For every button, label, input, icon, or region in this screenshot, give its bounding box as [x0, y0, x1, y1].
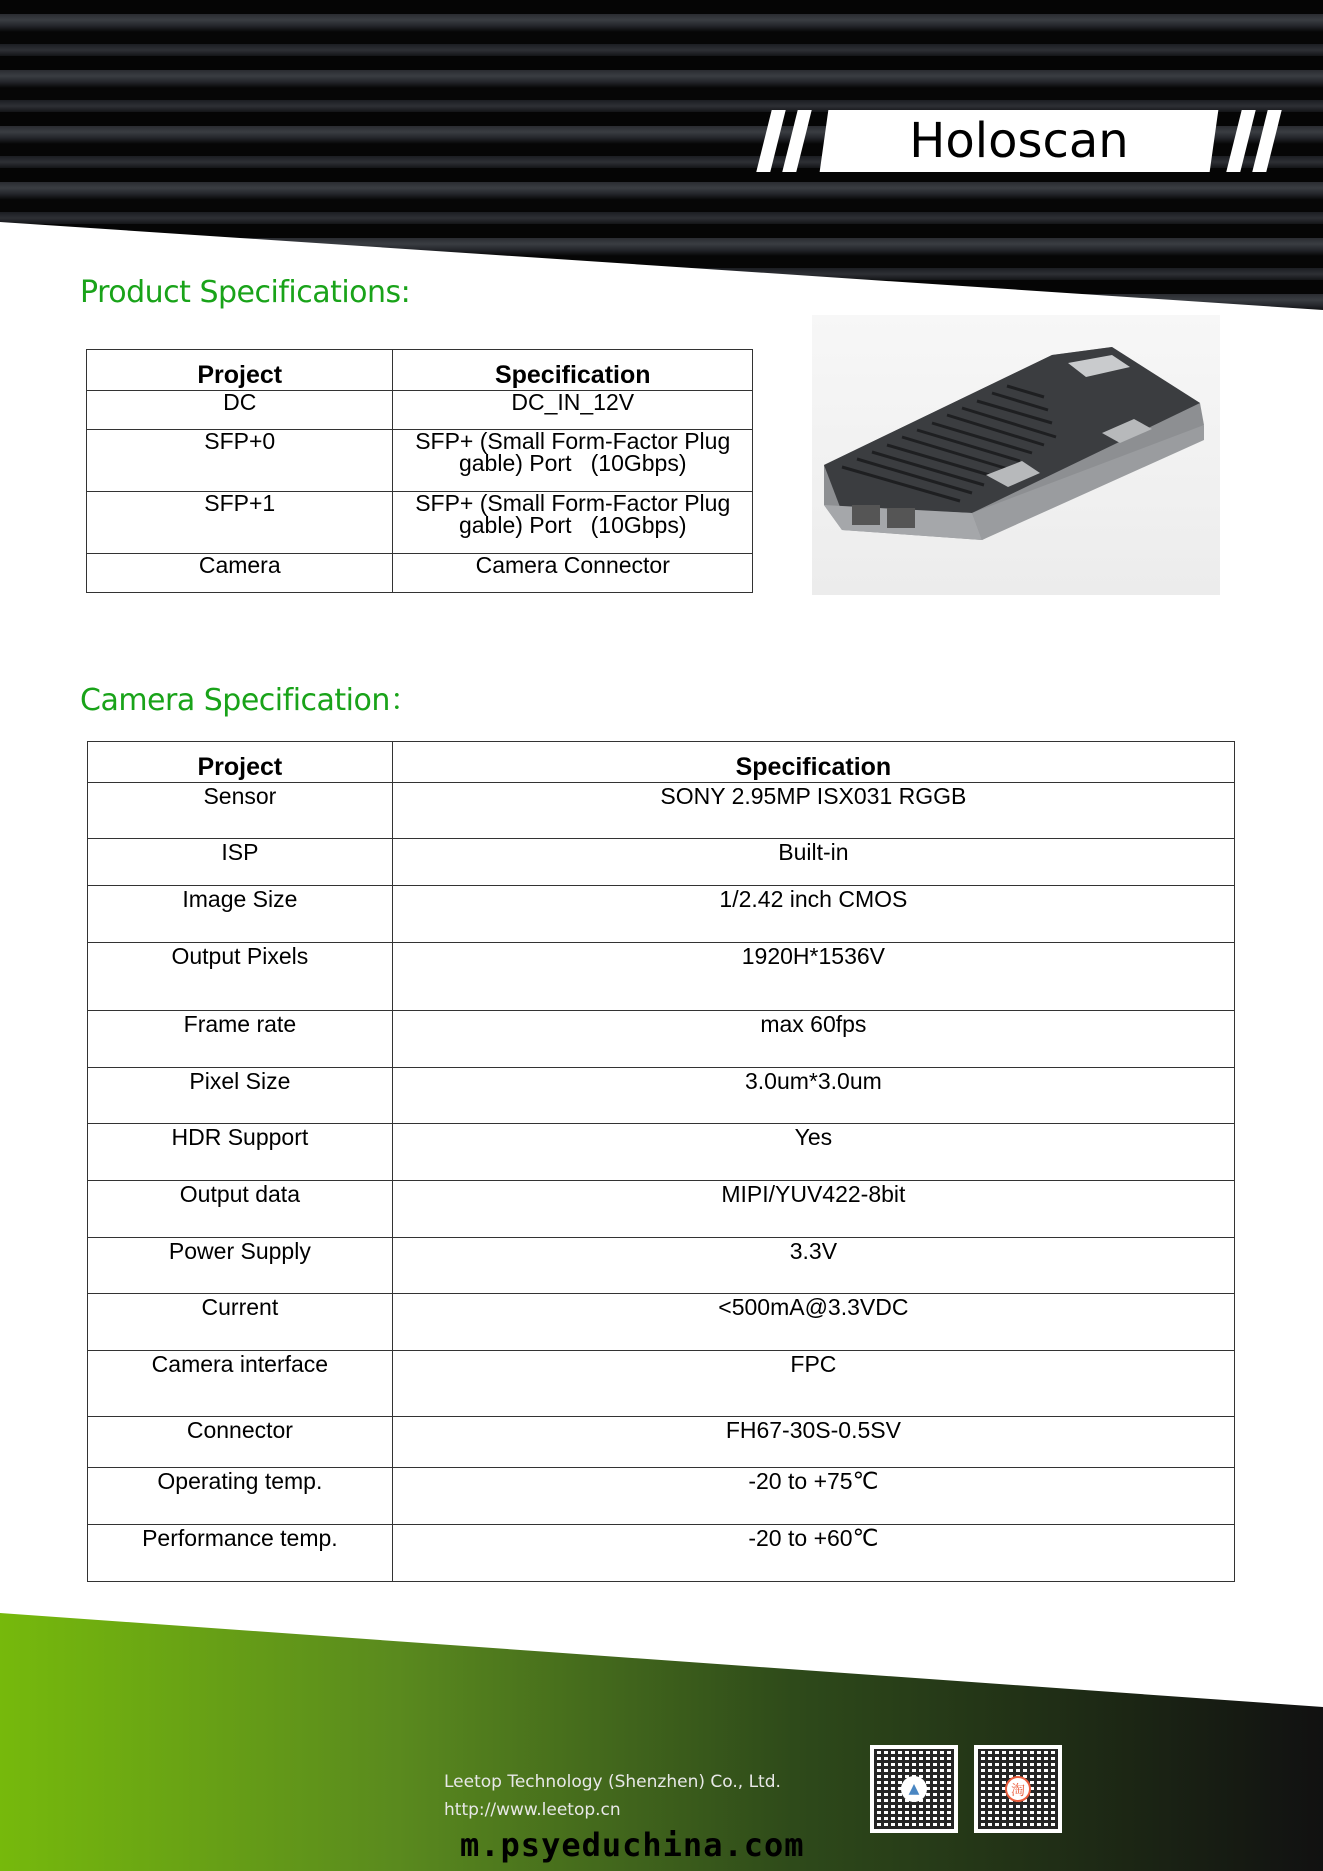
spec-cell: -20 to +60℃: [392, 1525, 1234, 1582]
spec-line: SFP+ (Small Form-Factor Plug: [415, 490, 731, 516]
stripe-decoration: [782, 110, 811, 172]
project-cell: Power Supply: [88, 1238, 393, 1294]
camera-specs-title: Camera Specification：: [80, 683, 420, 718]
project-cell: SFP+1: [87, 492, 393, 554]
spec-cell: FPC: [392, 1351, 1234, 1417]
spec-cell: DC_IN_12V: [393, 391, 753, 430]
product-image: [812, 315, 1220, 595]
table-row: [88, 1468, 1235, 1525]
spec-cell: MIPI/YUV422-8bit: [392, 1181, 1234, 1238]
table-row: [88, 1417, 1235, 1468]
qr-code-taobao[interactable]: [974, 1745, 1062, 1833]
spec-line: gable) Port (10Gbps): [458, 512, 687, 538]
device-render-icon: [812, 315, 1220, 595]
spec-cell: FH67-30S-0.5SV: [392, 1417, 1234, 1468]
project-cell: Operating temp.: [88, 1468, 393, 1525]
project-cell: Connector: [88, 1417, 393, 1468]
watermark-text: m.psyeduchina.com: [460, 1826, 805, 1864]
spec-cell: 1920H*1536V: [392, 943, 1234, 1011]
project-cell: Performance temp.: [88, 1525, 393, 1582]
project-cell: Image Size: [88, 886, 393, 943]
table-row: [88, 1124, 1235, 1181]
stripe-decoration: [1252, 110, 1281, 172]
table-row: [87, 492, 753, 554]
page-title: Holoscan: [909, 113, 1129, 169]
table-row: [88, 1238, 1235, 1294]
title-banner: [760, 110, 1280, 172]
project-cell: Current: [88, 1294, 393, 1351]
taobao-icon: 淘: [1005, 1776, 1031, 1802]
stripe-decoration: [1226, 110, 1255, 172]
spec-cell: 1/2.42 inch CMOS: [392, 886, 1234, 943]
column-header: Project: [88, 742, 393, 783]
project-cell: Pixel Size: [88, 1068, 393, 1124]
project-cell: HDR Support: [88, 1124, 393, 1181]
table-header-row: [88, 742, 1235, 783]
spec-cell: max 60fps: [392, 1011, 1234, 1068]
project-cell: ISP: [88, 839, 393, 886]
spec-cell: Built-in: [392, 839, 1234, 886]
table-row: [87, 430, 753, 492]
table-row: [88, 1068, 1235, 1124]
table-header-row: [87, 350, 753, 391]
camera-specs-table: [87, 741, 1235, 1582]
table-row: [87, 391, 753, 430]
project-cell: Camera interface: [88, 1351, 393, 1417]
spec-cell: Camera Connector: [393, 554, 753, 593]
project-cell: Frame rate: [88, 1011, 393, 1068]
table-row: [88, 1525, 1235, 1582]
spec-cell: 3.0um*3.0um: [392, 1068, 1234, 1124]
spec-cell: [393, 430, 753, 492]
table-row: [88, 886, 1235, 943]
project-cell: Sensor: [88, 783, 393, 839]
table-row: [88, 1351, 1235, 1417]
qr-code-leetop[interactable]: [870, 1745, 958, 1833]
table-row: [88, 839, 1235, 886]
table-row: [88, 783, 1235, 839]
website-link[interactable]: http://www.leetop.cn: [444, 1800, 621, 1820]
company-name: Leetop Technology (Shenzhen) Co., Ltd.: [444, 1772, 781, 1792]
spec-line: gable) Port (10Gbps): [458, 450, 687, 476]
spec-cell: [393, 492, 753, 554]
spec-cell: SONY 2.95MP ISX031 RGGB: [392, 783, 1234, 839]
table-row: [88, 943, 1235, 1011]
column-header: Specification: [392, 742, 1234, 783]
leetop-logo-icon: ▲: [901, 1776, 927, 1802]
product-specs-table: [86, 349, 753, 593]
project-cell: SFP+0: [87, 430, 393, 492]
project-cell: Camera: [87, 554, 393, 593]
spec-cell: -20 to +75℃: [392, 1468, 1234, 1525]
table-row: [88, 1294, 1235, 1351]
stripe-decoration: [756, 110, 785, 172]
column-header: Project: [87, 350, 393, 391]
project-cell: Output Pixels: [88, 943, 393, 1011]
project-cell: DC: [87, 391, 393, 430]
spec-line: SFP+ (Small Form-Factor Plug: [415, 428, 731, 454]
table-row: [88, 1011, 1235, 1068]
table-row: [87, 554, 753, 593]
spec-cell: 3.3V: [392, 1238, 1234, 1294]
table-row: [88, 1181, 1235, 1238]
spec-cell: <500mA@3.3VDC: [392, 1294, 1234, 1351]
column-header: Specification: [393, 350, 753, 391]
project-cell: Output data: [88, 1181, 393, 1238]
spec-cell: Yes: [392, 1124, 1234, 1181]
product-specs-title: Product Specifications:: [80, 275, 411, 310]
